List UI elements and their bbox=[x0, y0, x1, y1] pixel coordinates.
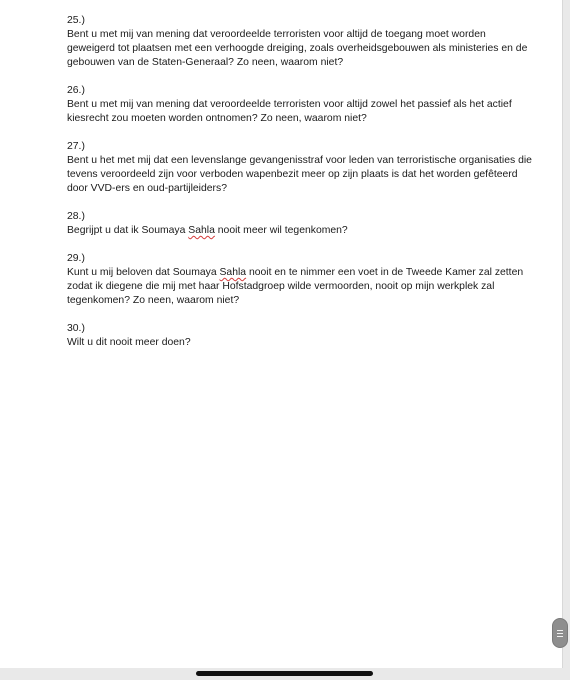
question-text bbox=[67, 224, 507, 238]
question-number: 30.) bbox=[67, 323, 85, 334]
text-line: Bent u met mij van mening dat veroordeelde terroristen voor altijd de toegang moet worden bbox=[67, 29, 486, 40]
question-number: 25.) bbox=[67, 15, 85, 26]
text-line: Bent u het met mij dat een levenslange gevangenisstraf voor leden van terroristische organisaties die bbox=[67, 155, 532, 166]
text-segment: Begrijpt u dat ik Soumaya bbox=[67, 225, 189, 236]
text-line: zodat ik diegene die mij met haar Hofstadgroep wilde vermoorden, nooit op mijn werkplek zal bbox=[67, 281, 495, 292]
question-29 bbox=[67, 252, 524, 308]
question-30 bbox=[67, 322, 507, 350]
text-line: kiesrecht zou moeten worden ontnomen? Zo neen, waarom niet? bbox=[67, 113, 367, 124]
question-text bbox=[67, 154, 532, 196]
grip-line-icon bbox=[557, 630, 563, 631]
question-number: 26.) bbox=[67, 85, 85, 96]
text-line: door VVD-ers en oud-partijleiders? bbox=[67, 183, 227, 194]
text-line bbox=[67, 224, 507, 238]
question-27 bbox=[67, 140, 532, 196]
text-segment: Kunt u mij beloven dat Soumaya bbox=[67, 267, 220, 278]
text-line: Bent u met mij van mening dat veroordeelde terroristen voor altijd zowel het passief als het actief bbox=[67, 99, 512, 110]
question-number: 29.) bbox=[67, 253, 85, 264]
text-line: geweigerd tot plaatsen met een verhoogde dreiging, zoals overheidsgebouwen als ministeries en de bbox=[67, 43, 528, 54]
text-line: Wilt u dit nooit meer doen? bbox=[67, 337, 191, 348]
question-25 bbox=[67, 14, 528, 70]
grip-line-icon bbox=[557, 633, 563, 634]
grip-line-icon bbox=[557, 636, 563, 637]
question-text bbox=[67, 98, 512, 126]
text-segment: nooit en te nimmer een voet in de Tweede Kamer zal zetten bbox=[246, 267, 524, 278]
scrollbar-thumb[interactable] bbox=[552, 618, 568, 648]
text-line: tevens veroordeeld zijn voor verboden wapenbezit meer op zijn plaats is dat het worden gefêteerd bbox=[67, 169, 518, 180]
question-number: 27.) bbox=[67, 141, 85, 152]
text-line: tegenkomen? Zo neen, waarom niet? bbox=[67, 295, 240, 306]
question-26 bbox=[67, 84, 512, 126]
document-body bbox=[67, 14, 532, 364]
text-segment: nooit meer wil tegenkomen? bbox=[214, 225, 348, 236]
spellcheck-flagged-word[interactable]: Sahla bbox=[219, 267, 247, 278]
home-indicator[interactable] bbox=[196, 671, 373, 676]
question-number: 28.) bbox=[67, 211, 85, 222]
question-text bbox=[67, 336, 507, 350]
question-28 bbox=[67, 210, 507, 238]
text-line: gebouwen van de Staten-Generaal? Zo neen, waarom niet? bbox=[67, 57, 344, 68]
spellcheck-flagged-word[interactable]: Sahla bbox=[188, 225, 215, 236]
question-text bbox=[67, 28, 528, 70]
text-line bbox=[67, 266, 524, 280]
question-text bbox=[67, 266, 524, 308]
